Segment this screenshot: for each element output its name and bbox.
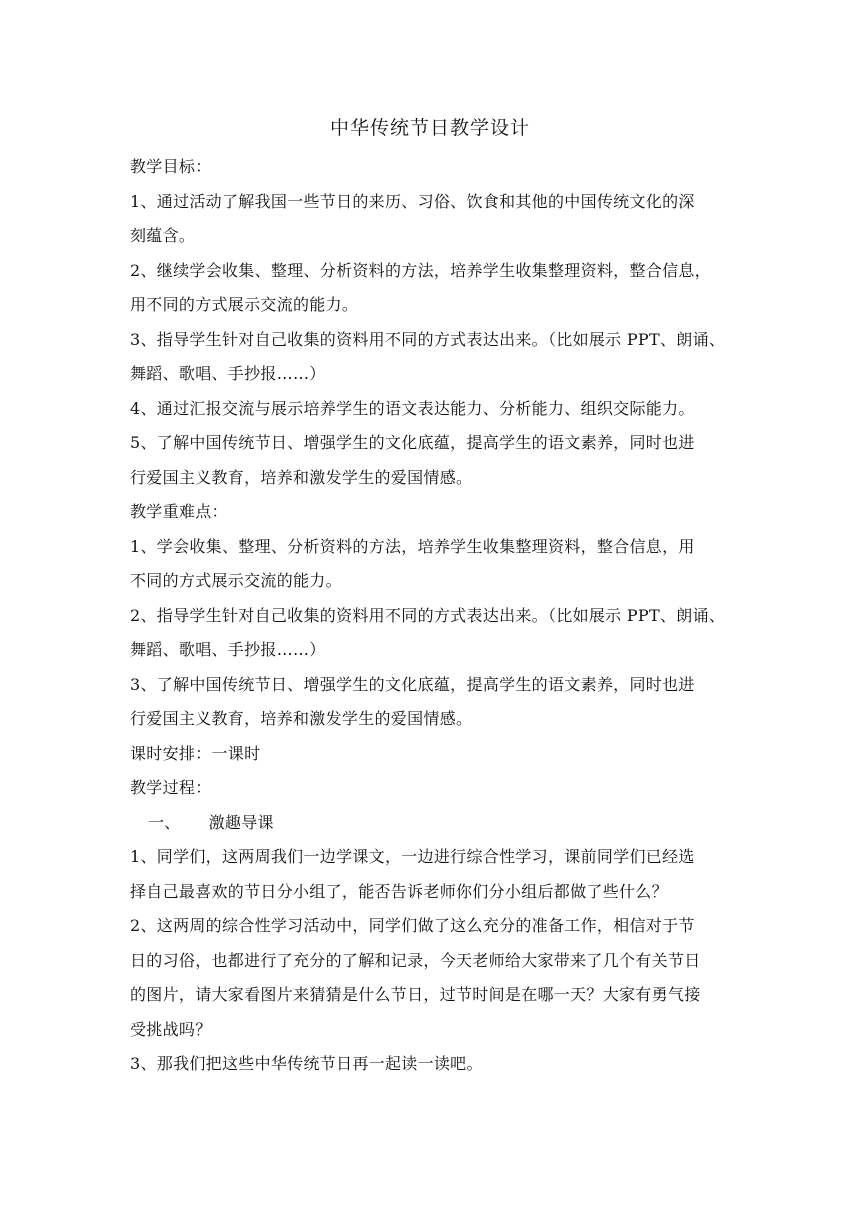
text-line: 刻蕴含。	[130, 226, 196, 245]
document-body	[130, 150, 732, 1082]
text-line: 2、这两周的综合性学习活动中，同学们做了这么充分的准备工作，相信对于节	[130, 916, 695, 935]
section-marker: 一、	[148, 812, 181, 832]
text-line: 教学目标：	[130, 157, 212, 176]
text-line: 舞蹈、歌唱、手抄报……）	[130, 640, 326, 659]
text-line: 5、了解中国传统节日、增强学生的文化底蕴，提高学生的语文素养，同时也进	[130, 433, 695, 452]
text-line: 日的习俗，也都进行了充分的了解和记录，今天老师给大家带来了几个有关节日	[130, 950, 701, 970]
text-line: 行爱国主义教育，培养和激发学生的爱国情感。	[130, 709, 473, 728]
text-line: 受挑战吗？	[130, 1019, 212, 1039]
text-line: 的图片，请大家看图片来猜猜是什么节日，过节时间是在哪一天？大家有勇气接	[130, 985, 701, 1004]
text-line: 舞蹈、歌唱、手抄报……）	[130, 364, 326, 383]
section-heading	[130, 806, 732, 841]
text-line: 用不同的方式展示交流的能力。	[130, 295, 359, 314]
text-line: 2、继续学会收集、整理、分析资料的方法，培养学生收集整理资料，整合信息，	[130, 260, 711, 280]
text-line: 3、那我们把这些中华传统节日再一起读一读吧。	[130, 1054, 483, 1073]
text-line: 择自己最喜欢的节日分小组了，能否告诉老师你们分小组后都做了些什么？	[130, 881, 668, 901]
text-line: 3、指导学生针对自己收集的资料用不同的方式表达出来。（比如展示 PPT、朗诵、	[130, 329, 726, 349]
text-line: 教学过程：	[130, 778, 212, 797]
text-line: 教学重难点：	[130, 502, 228, 521]
text-line: 课时安排：一课时	[130, 743, 261, 763]
text-line: 行爱国主义教育，培养和激发学生的爱国情感。	[130, 467, 473, 487]
text-line: 1、通过活动了解我国一些节日的来历、习俗、饮食和其他的中国传统文化的深	[130, 191, 695, 211]
document-title: 中华传统节日教学设计	[329, 117, 530, 139]
text-line: 4、通过汇报交流与展示培养学生的语文表达能力、分析能力、组织交际能力。	[130, 398, 695, 418]
text-line: 不同的方式展示交流的能力。	[130, 571, 342, 590]
text-line: 1、学会收集、整理、分析资料的方法，培养学生收集整理资料，整合信息，用	[130, 536, 695, 556]
text-line: 3、了解中国传统节日、增强学生的文化底蕴，提高学生的语文素养，同时也进	[130, 674, 695, 694]
text-line: 2、指导学生针对自己收集的资料用不同的方式表达出来。（比如展示 PPT、朗诵、	[130, 605, 726, 625]
text-line: 1、同学们，这两周我们一边学课文，一边进行综合性学习，课前同学们已经选	[130, 847, 695, 866]
section-title: 激趣导课	[208, 812, 274, 832]
